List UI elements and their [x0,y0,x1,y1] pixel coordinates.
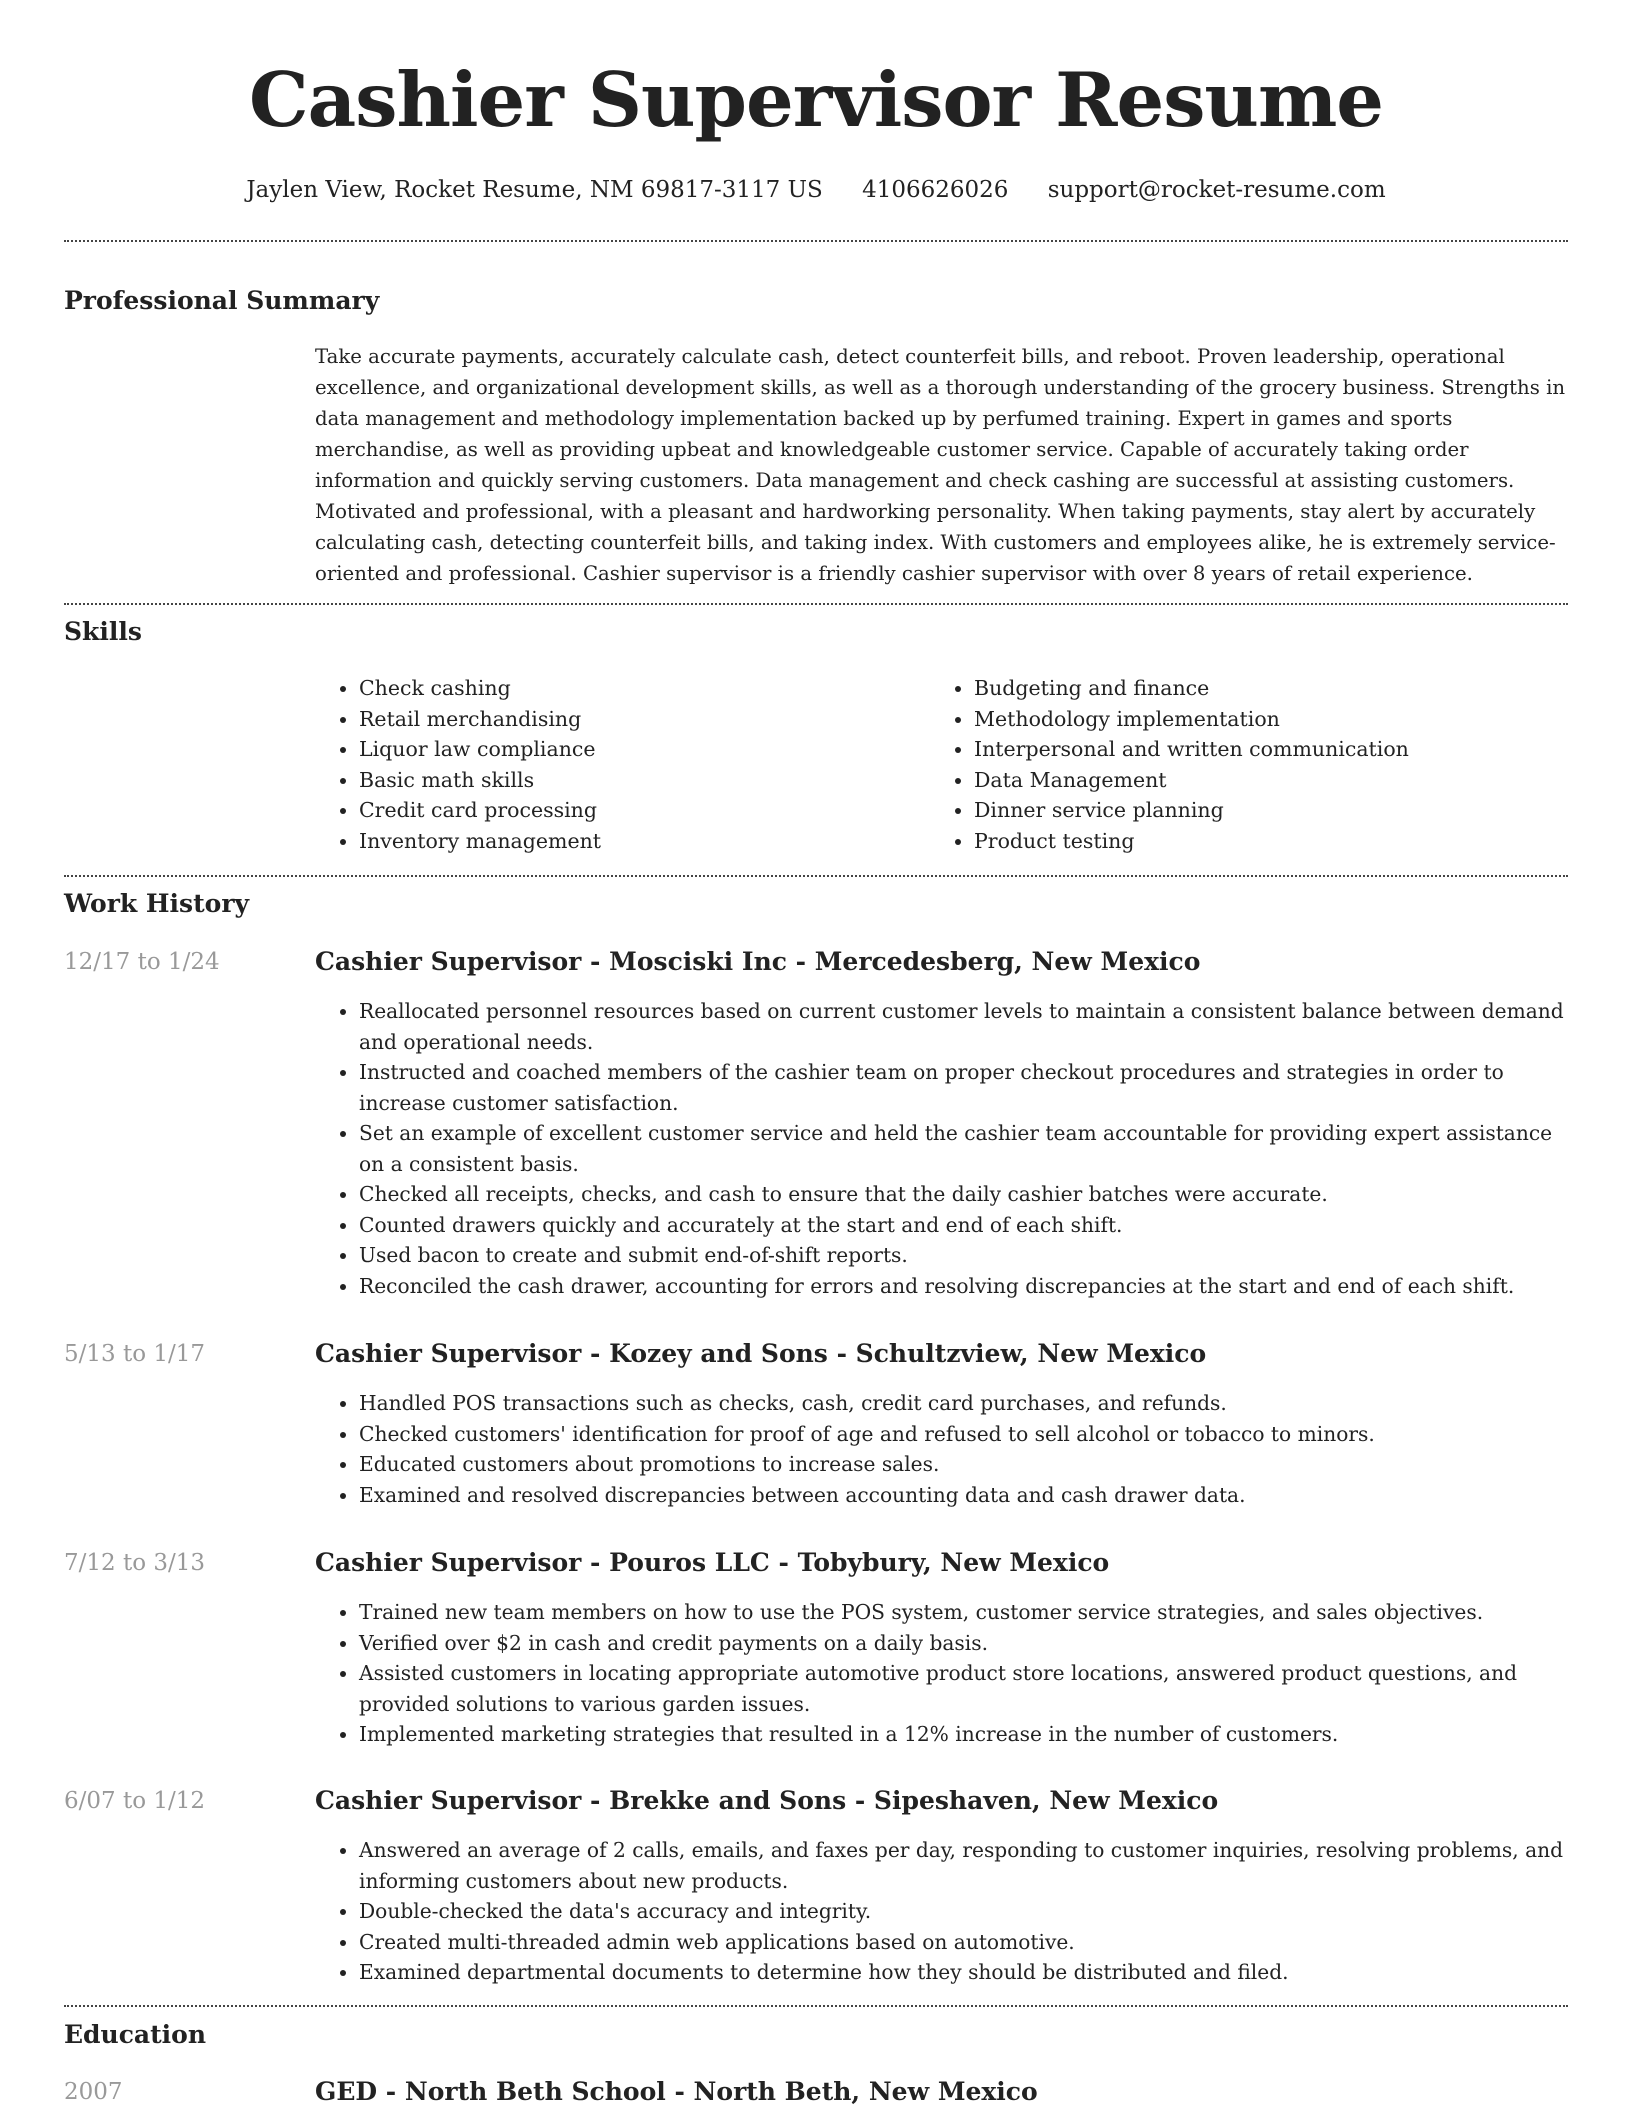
job-bullets [315,996,1570,1301]
list-item: • Answered an average of 2 calls, emails, and faxes per day, responding to customer inquiries, resolving problems, and informing customers about new products. [359,1835,1570,1896]
list-item: • Reallocated personnel resources based on current customer levels to maintain a consistent balance between demand and operational needs. [359,996,1570,1057]
skill-item: • Interpersonal and written communication [974,734,1409,765]
job-dates: 5/13 to 1/17 [64,1341,206,1367]
skill-item: • Check cashing [359,673,601,704]
skill-item: • Liquor law compliance [359,734,601,765]
skill-item: • Inventory management [359,826,601,857]
list-item: • Used bacon to create and submit end-of-shift reports. [359,1240,1570,1271]
skills-list-right [930,673,1409,857]
list-item: • Examined departmental documents to determine how they should be distributed and filed. [359,1957,1570,1988]
job-heading: Cashier Supervisor - Kozey and Sons - Schultzview, New Mexico [315,1339,1207,1368]
skills-heading: Skills [64,617,142,646]
list-item: • Trained new team members on how to use the POS system, customer service strategies, and sales objectives. [359,1597,1570,1628]
list-item: • Examined and resolved discrepancies between accounting data and cash drawer data. [359,1480,1570,1511]
list-item: • Reconciled the cash drawer, accounting for errors and resolving discrepancies at the start and end of each shift. [359,1271,1570,1302]
skill-item: • Retail merchandising [359,704,601,735]
education-heading-entry: GED - North Beth School - North Beth, New Mexico [315,2077,1038,2106]
education-dates: 2007 [64,2079,123,2105]
section-divider [64,603,1568,605]
list-item: • Assisted customers in locating appropriate automotive product store locations, answered product questions, and provided solutions to various garden issues. [359,1658,1570,1719]
summary-text: Take accurate payments, accurately calculate cash, detect counterfeit bills, and reboot. Proven leadership, operational excellence, and organizational development skills, as well as a thorough understanding of the grocery business. Strengths in data management and methodology implementation backed up by perfumed training. Expert in games and sports merchandise, as well as providing upbeat and knowledgeable customer service. Capable of accurately taking order information and quickly serving customers. Data management and check cashing are successful at assisting customers. Motivated and professional, with a pleasant and hardworking personality. When taking payments, stay alert by accurately calculating cash, detecting counterfeit bills, and taking index. With customers and employees alike, he is extremely service-oriented and professional. Cashier supervisor is a friendly cashier supervisor with over 8 years of retail experience. [315,345,1566,585]
job-heading: Cashier Supervisor - Brekke and Sons - Sipeshaven, New Mexico [315,1786,1219,1815]
list-item: • Instructed and coached members of the cashier team on proper checkout procedures and strategies in order to increase customer satisfaction. [359,1057,1570,1118]
summary-heading: Professional Summary [64,286,380,315]
work-heading: Work History [64,889,250,918]
contact-line [0,170,1632,210]
resume-title: Cashier Supervisor Resume [248,56,1384,144]
list-item: • Set an example of excellent customer service and held the cashier team accountable for providing expert assistance on a consistent basis. [359,1118,1570,1179]
skill-item: • Methodology implementation [974,704,1409,735]
skill-item: • Credit card processing [359,795,601,826]
section-divider [64,240,1568,242]
skill-item: • Data Management [974,765,1409,796]
job-heading: Cashier Supervisor - Pouros LLC - Tobybury, New Mexico [315,1548,1110,1577]
list-item: • Handled POS transactions such as checks, cash, credit card purchases, and refunds. [359,1388,1570,1419]
job-bullets [315,1835,1570,1988]
job-dates: 12/17 to 1/24 [64,949,220,975]
list-item: • Verified over $2 in cash and credit payments on a daily basis. [359,1628,1570,1659]
list-item: • Educated customers about promotions to increase sales. [359,1449,1570,1480]
job-bullets [315,1597,1570,1750]
list-item: • Checked all receipts, checks, and cash to ensure that the daily cashier batches were accurate. [359,1179,1570,1210]
skills-list-left [315,673,601,857]
contact-phone: 4106626026 [862,177,1009,203]
section-divider [64,2005,1568,2007]
list-item: • Created multi-threaded admin web applications based on automotive. [359,1927,1570,1958]
skill-item: • Product testing [974,826,1409,857]
skill-item: • Basic math skills [359,765,601,796]
skill-item: • Budgeting and finance [974,673,1409,704]
list-item: • Counted drawers quickly and accurately at the start and end of each shift. [359,1210,1570,1241]
contact-address: Jaylen View, Rocket Resume, NM 69817-3117 US [246,177,823,203]
job-dates: 7/12 to 3/13 [64,1550,206,1576]
list-item: • Checked customers' identification for proof of age and refused to sell alcohol or tobacco to minors. [359,1419,1570,1450]
education-heading: Education [64,2020,207,2049]
contact-email: support@rocket-resume.com [1047,177,1386,203]
list-item: • Implemented marketing strategies that resulted in a 12% increase in the number of customers. [359,1719,1570,1750]
job-dates: 6/07 to 1/12 [64,1788,206,1814]
job-heading: Cashier Supervisor - Mosciski Inc - Mercedesberg, New Mexico [315,947,1201,976]
skill-item: • Dinner service planning [974,795,1409,826]
job-bullets [315,1388,1570,1510]
section-divider [64,875,1568,877]
list-item: • Double-checked the data's accuracy and integrity. [359,1896,1570,1927]
